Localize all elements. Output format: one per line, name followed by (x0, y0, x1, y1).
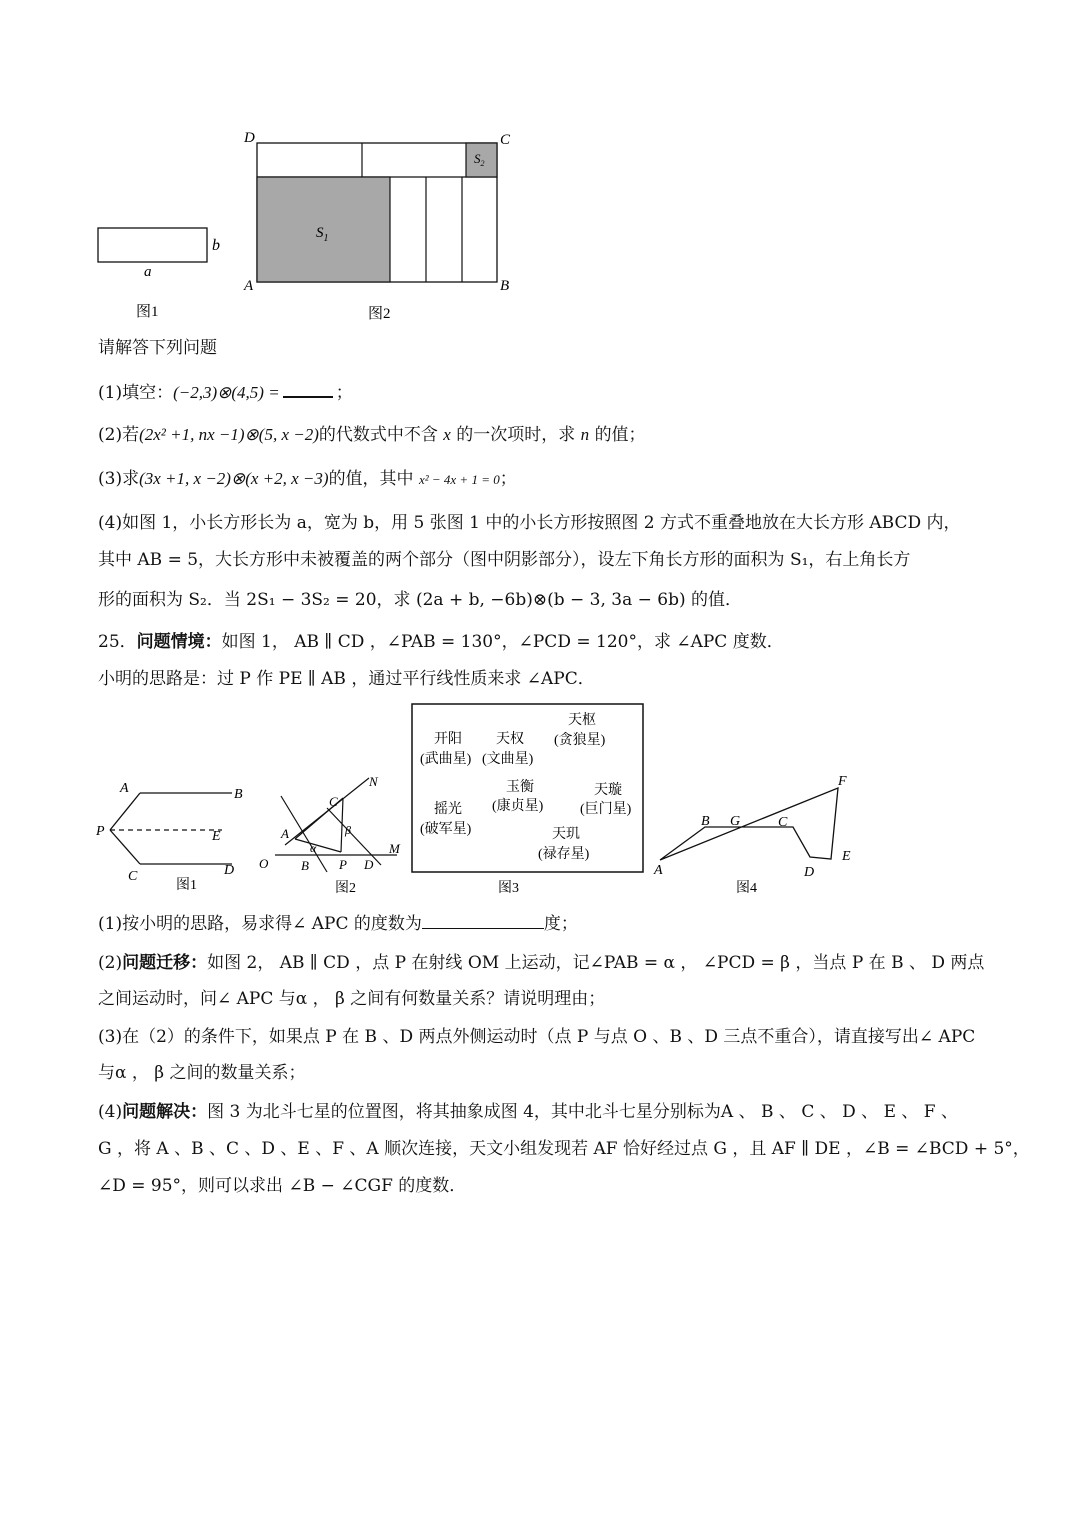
star-kaiyang-alias: (武曲星) (420, 752, 472, 767)
star-tianji-alias: (禄存星) (538, 847, 590, 862)
point-B2: B (301, 858, 309, 873)
star-yuheng-name: 玉衡 (506, 780, 534, 795)
q2-expr: (2x² +1, nx −1)⊗(5, x −2) (139, 425, 319, 444)
caption-q25-fig2: 图2 (335, 881, 356, 896)
q25-figure-2 (255, 772, 410, 898)
point-E4: E (842, 849, 851, 864)
vertex-D: D (244, 130, 255, 146)
q3-mid: 的值，其中 (328, 469, 414, 489)
q25-part1-text: (1)按小明的思路，易求得∠ APC 的度数为 (98, 914, 422, 934)
star-tianxuan-name: 天璇 (594, 783, 622, 798)
q24-part2 (98, 423, 988, 447)
q25-number: 25． (98, 632, 137, 652)
label-s1: $S_1$ (316, 225, 329, 244)
q2-label: (2)若 (98, 425, 140, 445)
q24-part4-line2: 其中 AB = 5，大长方形中未被覆盖的两个部分（图中阴影部分），设左下角长方形的面积为 S₁，右上角长方 (98, 550, 911, 570)
star-tianji-name: 天玑 (552, 827, 580, 842)
q25-part4-line2: G ，将 A 、B 、C 、D 、E 、F 、A 顺次连接，天文小组发现若 AF 恰好经过点 G ，且 AF ∥ DE ，∠B = ∠BCD + 5°， (98, 1139, 1030, 1159)
q25-part4-line1 (98, 1100, 988, 1124)
q25-line1 (98, 630, 988, 654)
q25-line2: 小明的思路是：过 P 作 PE ∥ AB ，通过平行线性质来求 ∠APC． (98, 669, 595, 689)
answer-blank-1 (283, 380, 333, 398)
star-yaoguang-name: 摇光 (434, 802, 462, 817)
figure-1-small-rectangle (90, 220, 230, 330)
caption-q25-fig4: 图4 (736, 881, 757, 896)
q3-tail: ； (499, 469, 517, 489)
caption-q25-fig1: 图1 (176, 878, 197, 893)
q25-part3-line1: (3)在（2）的条件下，如果点 P 在 B 、D 两点外侧运动时（点 P 与点 O 、B 、D 三点不重合），请直接写出∠ APC (98, 1027, 976, 1047)
figure-2-large-rectangle (238, 122, 528, 327)
point-C2: C (329, 794, 338, 809)
star-tianxuan-alias: (巨门星) (580, 802, 632, 817)
q1-expr: (−2,3)⊗(4,5) = (173, 383, 280, 402)
point-B: B (234, 787, 243, 802)
q25-title: 问题情境： (136, 632, 222, 652)
point-B4: B (701, 814, 710, 829)
point-M: M (389, 841, 400, 856)
answer-blank-2 (422, 912, 544, 929)
caption-q25-fig3: 图3 (498, 881, 519, 896)
q2-var: x (443, 425, 451, 444)
q24-part4-line1: (4)如图 1，小长方形长为 a，宽为 b，用 5 张图 1 中的小长方形按照图 2 方式不重叠地放在大长方形 ABCD 内， (98, 513, 961, 533)
q25-part2-title: 问题迁移： (122, 953, 208, 973)
vertex-B: B (500, 278, 510, 294)
q25-part3-line2: 与α ， β 之间的数量关系； (98, 1063, 306, 1083)
point-A: A (120, 781, 129, 796)
q25-part2-label: (2) (98, 953, 123, 973)
point-N: N (369, 774, 378, 789)
q25-part1-tail: 度； (543, 914, 578, 934)
q25-part4-label: (4) (98, 1102, 123, 1122)
q1-tail: ； (335, 383, 353, 403)
vertex-C: C (500, 132, 511, 148)
q3-expr: (3x +1, x −2)⊗(x +2, x −3) (139, 469, 329, 488)
point-D2: D (364, 857, 374, 872)
q25-part2-line1 (98, 951, 988, 975)
star-tianshu-name: 天枢 (568, 713, 596, 728)
q25-line1-body: 如图 1， AB ∥ CD ，∠PAB = 130°，∠PCD = 120°，求 ∠APC 度数． (221, 632, 784, 652)
q25-part2-line2: 之间运动时，问∠ APC 与α ， β 之间有何数量关系？请说明理由； (98, 989, 606, 1009)
point-C: C (128, 869, 138, 884)
star-yuheng-alias: (康贞星) (492, 799, 544, 814)
q24-part1 (98, 380, 988, 405)
angle-beta: β (345, 823, 351, 837)
q25-figure-1 (92, 778, 254, 898)
intro-text: 请解答下列问题 (98, 338, 217, 358)
caption-fig1: 图1 (136, 304, 159, 320)
vertex-A: A (244, 278, 254, 294)
star-kaiyang-name: 开阳 (434, 732, 462, 747)
q1-label: (1)填空： (98, 383, 174, 403)
angle-alpha: α (310, 841, 317, 855)
point-P: P (96, 824, 105, 839)
point-G4: G (730, 814, 741, 829)
q2-var2: n (580, 425, 590, 444)
point-P2: P (339, 857, 347, 872)
q2-mid: 的代数式中不含 (318, 425, 438, 445)
star-tianquan-name: 天权 (496, 732, 524, 747)
point-D4: D (804, 865, 815, 880)
point-E: E (212, 829, 221, 844)
q25-figure-4 (648, 770, 863, 898)
q25-part1 (98, 912, 988, 936)
q24-part3 (98, 467, 988, 492)
label-s2: $S_2$ (474, 151, 485, 168)
point-F4: F (838, 774, 847, 789)
q24-part4-line3: 形的面积为 S₂．当 2S₁ − 3S₂ = 20，求 (2a + b, −6b)⊗(b − 3, 3a − 6b) 的值． (98, 590, 743, 610)
q2-mid2: 的一次项时，求 (456, 425, 576, 445)
star-tianquan-alias: (文曲星) (482, 752, 534, 767)
point-O: O (259, 856, 269, 871)
point-C4: C (778, 815, 788, 830)
q25-part2-body: 如图 2， AB ∥ CD ，点 P 在射线 OM 上运动，记∠PAB = α ， ∠PCD = β ，当点 P 在 B 、 D 两点 (207, 953, 985, 973)
q25-part4-body: 图 3 为北斗七星的位置图，将其抽象成图 4，其中北斗七星分别标为A 、 B 、 C 、 D 、 E 、 F 、 (207, 1102, 958, 1122)
label-b: b (212, 237, 220, 254)
q25-figure-3-big-dipper (408, 702, 648, 898)
q25-part4-line3: ∠D = 95°，则可以求出 ∠B − ∠CGF 的度数． (98, 1176, 467, 1196)
q3-cond: x² − 4x + 1 = 0 (418, 472, 500, 487)
star-tianshu-alias: (贪狼星) (554, 733, 606, 748)
point-A4: A (654, 863, 663, 878)
caption-fig2: 图2 (368, 306, 391, 322)
q25-part4-title: 问题解决： (122, 1102, 208, 1122)
star-yaoguang-alias: (破军星) (420, 822, 472, 837)
point-A2: A (281, 826, 289, 841)
q3-label: (3)求 (98, 469, 140, 489)
shaded-s1 (257, 177, 390, 282)
point-D: D (224, 863, 235, 878)
q2-tail: 的值； (594, 425, 646, 445)
label-a: a (144, 264, 152, 280)
